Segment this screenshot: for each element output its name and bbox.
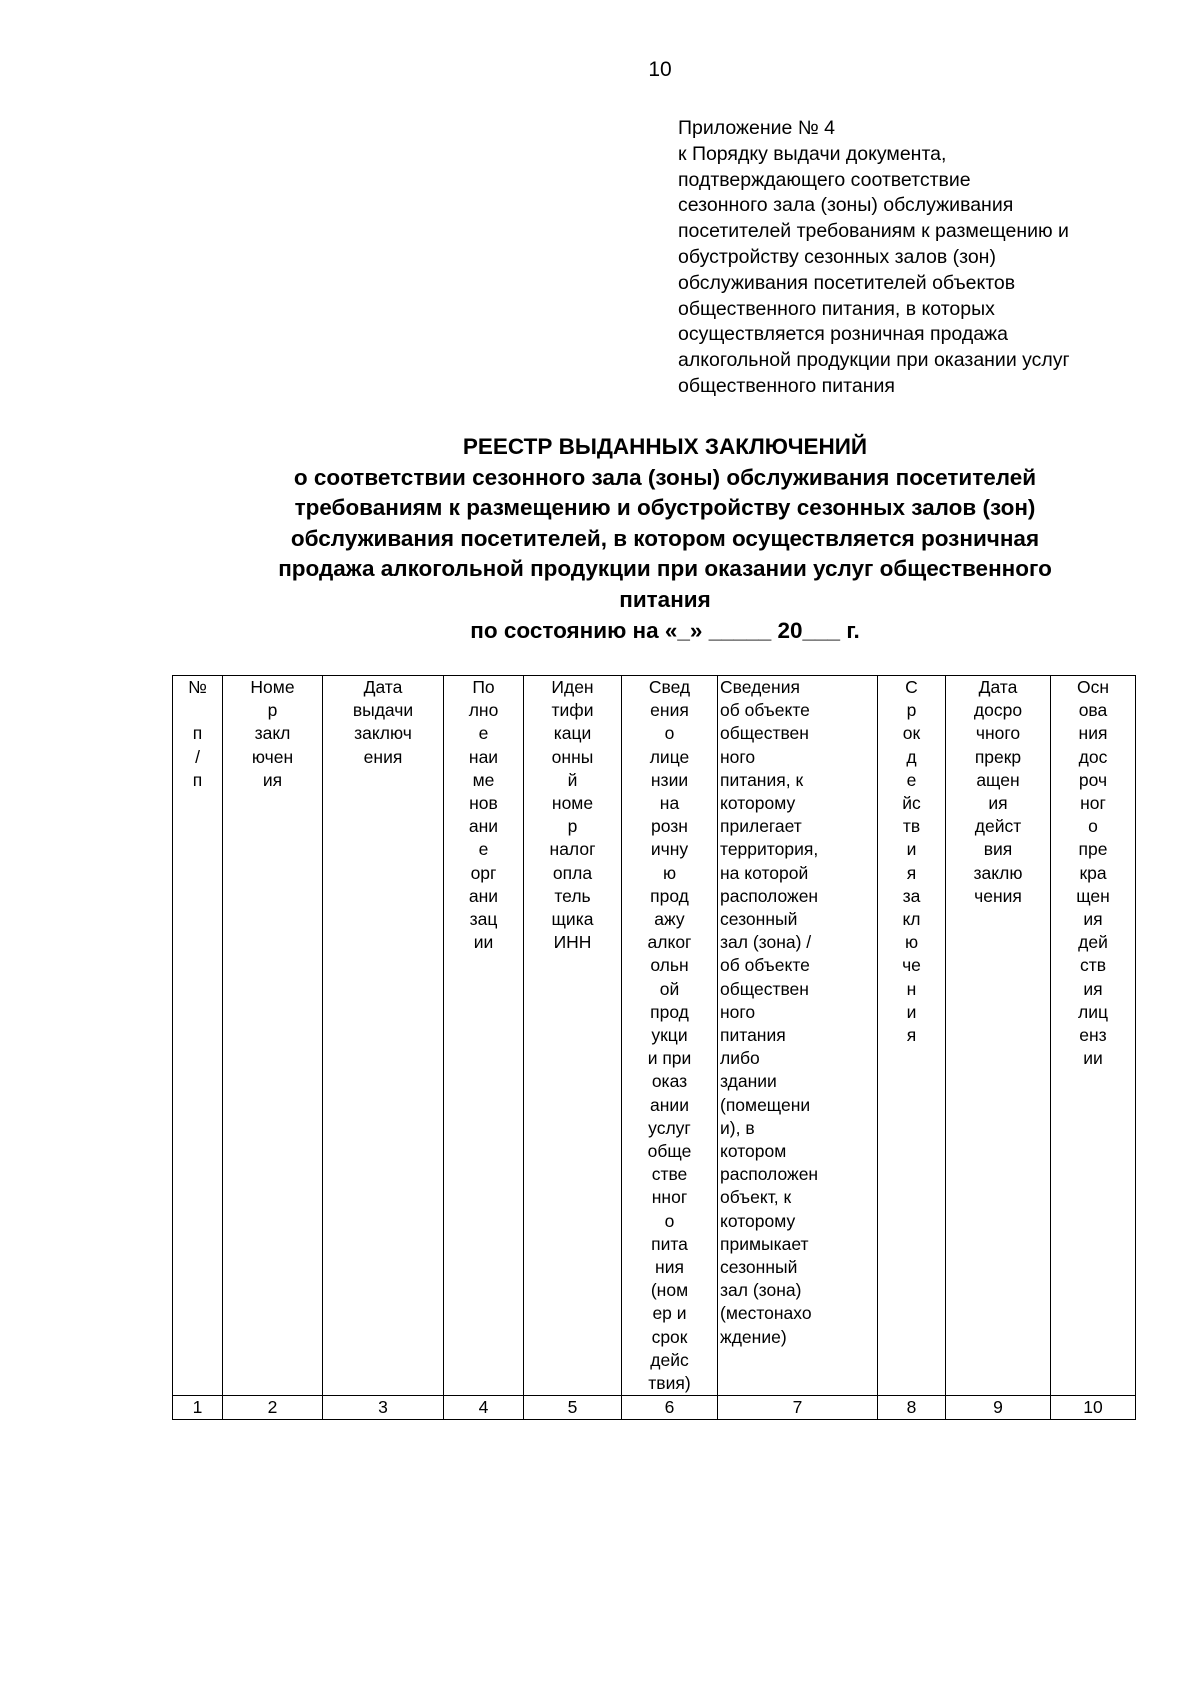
header-text-line: йс — [902, 793, 921, 814]
column-number-3: 3 — [323, 1396, 444, 1420]
appendix-line: обустройству сезонных залов (зон) — [678, 245, 996, 268]
header-text-line: расположен — [720, 885, 819, 906]
header-text-line: и — [906, 1001, 917, 1022]
header-text-line: ани — [468, 816, 499, 837]
header-text-line: о — [664, 1210, 675, 1231]
appendix-line: алкогольной продукции при оказании услуг — [678, 349, 1070, 372]
header-text-line: ия — [1083, 909, 1103, 930]
header-text-line: лице — [649, 746, 690, 767]
header-text-line: орг — [470, 862, 497, 883]
column-number-7: 7 — [718, 1396, 878, 1420]
header-text-line: ой — [659, 978, 680, 999]
header-text-line: й — [567, 769, 578, 790]
header-text-line: № — [188, 677, 207, 697]
column-number-10: 10 — [1051, 1396, 1136, 1420]
header-text-line: территория, — [720, 839, 819, 860]
header-text-line: расположен — [720, 1164, 819, 1185]
header-text-line: По — [472, 677, 495, 697]
header-text-line: укци — [651, 1025, 688, 1046]
header-text-line: на — [659, 793, 680, 814]
column-header-6 — [622, 676, 718, 1396]
header-text-line: закл — [254, 723, 291, 744]
header-text-line: тель — [554, 885, 591, 906]
column-number-9: 9 — [946, 1396, 1051, 1420]
header-text-line: ю — [904, 932, 919, 953]
header-text-line: Осн — [1076, 677, 1110, 697]
header-text-line: ючен — [251, 746, 294, 767]
header-text-line: нног — [651, 1187, 688, 1208]
header-text-line: номе — [551, 793, 594, 814]
header-text-line: енз — [1079, 1025, 1107, 1046]
title-line: требованиям к размещению и обустройству сезонных залов (зон) — [294, 495, 1036, 521]
column-number-8: 8 — [878, 1396, 946, 1420]
header-text-line: щика — [551, 909, 594, 930]
appendix-line: посетителей требованиям к размещению и — [678, 220, 1069, 243]
header-text-line: ия — [1083, 978, 1103, 999]
appendix-line: обслуживания посетителей объектов — [678, 271, 1016, 294]
column-header-5 — [524, 676, 622, 1396]
header-text-line: и), в — [720, 1117, 755, 1138]
header-text-line: примыкает — [720, 1233, 809, 1254]
appendix-line: Приложение № 4 — [678, 117, 835, 139]
header-text-line: вия — [983, 839, 1013, 860]
header-text-line: онны — [551, 746, 594, 767]
header-text-line: роч — [1078, 769, 1108, 790]
header-text-line: ждение) — [720, 1326, 787, 1347]
header-text-line: е — [478, 723, 489, 744]
appendix-note — [678, 116, 1158, 400]
header-text-line: / — [195, 746, 200, 767]
header-text-line: которому — [720, 1210, 796, 1231]
header-text-line: С — [905, 677, 918, 697]
header-text-line: нзии — [650, 769, 689, 790]
header-text-line: (ном — [650, 1280, 689, 1301]
header-text-line — [175, 699, 220, 722]
header-text-line: ИНН — [553, 932, 592, 953]
header-text-line: розн — [651, 816, 688, 837]
header-text-line: (местонахо — [720, 1303, 812, 1324]
header-text-line: ю — [662, 862, 677, 883]
header-text-line: н — [906, 978, 917, 999]
header-text-line: пита — [651, 1233, 688, 1254]
header-text-line: прод — [650, 885, 689, 906]
header-text-line: пре — [1078, 839, 1108, 860]
registry-table — [172, 675, 1136, 1420]
header-text-line: п — [192, 723, 203, 744]
header-text-line: ии — [473, 932, 494, 953]
column-number-4: 4 — [444, 1396, 524, 1420]
header-text-line: е — [906, 769, 917, 790]
header-text-line: р — [567, 816, 578, 837]
header-text-line: алког — [647, 932, 692, 953]
header-text-line: р — [267, 700, 278, 721]
column-header-10 — [1051, 676, 1136, 1396]
header-text-line: ств — [1079, 955, 1107, 976]
title-line: о соответствии сезонного зала (зоны) обслуживания посетителей — [293, 464, 1037, 490]
header-text-line: за — [902, 885, 921, 906]
header-text-line: чения — [974, 885, 1022, 906]
table-header-row — [173, 676, 1136, 1396]
header-text-line: которому — [720, 793, 796, 814]
appendix-line: осуществляется розничная продажа — [678, 323, 1008, 346]
header-text-line: выдачи — [352, 700, 414, 721]
header-text-line: питания, к — [720, 769, 804, 790]
header-text-line: обществен — [720, 978, 809, 999]
column-number-5: 5 — [524, 1396, 622, 1420]
column-number-row — [173, 1396, 1136, 1420]
header-text-line: досро — [973, 700, 1023, 721]
header-text-line: ния — [1078, 723, 1108, 744]
column-header-4 — [444, 676, 524, 1396]
column-header-3 — [323, 676, 444, 1396]
header-text-line: прекр — [974, 746, 1022, 767]
header-text-line: зал (зона) — [720, 1280, 802, 1301]
header-text-line: ния — [655, 1257, 684, 1278]
header-text-line: опла — [552, 862, 593, 883]
header-text-line: дейст — [974, 816, 1022, 837]
header-text-line: ани — [468, 885, 499, 906]
header-text-line: либо — [720, 1048, 760, 1069]
header-text-line: стве — [651, 1164, 688, 1185]
header-text-line: об объекте — [720, 955, 810, 976]
header-text-line: че — [902, 955, 921, 976]
header-text-line: каци — [553, 723, 592, 744]
header-text-line: я — [906, 862, 917, 883]
document-title — [170, 432, 1160, 646]
header-text-line: дос — [1078, 746, 1108, 767]
header-text-line: нов — [469, 793, 498, 814]
header-text-line: ажу — [654, 909, 685, 930]
header-text-line: об объекте — [720, 700, 810, 721]
header-text-line: ок — [902, 723, 921, 744]
title-line: питания — [619, 586, 711, 612]
column-number-1: 1 — [173, 1396, 223, 1420]
header-text-line: заключ — [354, 723, 412, 744]
header-text-line: Дата — [363, 677, 403, 697]
header-text-line: оказ — [651, 1071, 688, 1092]
appendix-line: к Порядку выдачи документа, — [678, 142, 947, 165]
title-line: обслуживания посетителей, в котором осуществляется розничная — [290, 525, 1040, 551]
title-line: по состоянию на «_» _____ 20___ г. — [470, 617, 860, 643]
header-text-line: п — [192, 769, 203, 790]
header-text-line: о — [664, 723, 675, 744]
title-line: РЕЕСТР ВЫДАННЫХ ЗАКЛЮЧЕНИЙ — [462, 434, 868, 459]
header-text-line: р — [906, 700, 917, 721]
header-text-line: ения — [363, 746, 403, 767]
column-header-9 — [946, 676, 1051, 1396]
header-text-line: ании — [650, 1094, 689, 1115]
column-header-8 — [878, 676, 946, 1396]
header-text-line: дей — [1078, 932, 1108, 953]
header-text-line: ии — [1083, 1048, 1103, 1069]
header-text-line: ного — [720, 1001, 756, 1022]
header-text-line: питания — [720, 1025, 786, 1046]
header-text-line: объект, к — [720, 1187, 792, 1208]
header-text-line: котором — [720, 1141, 787, 1162]
header-text-line: Иден — [551, 677, 594, 697]
header-text-line: е — [478, 839, 489, 860]
header-text-line: на которой — [720, 862, 809, 883]
header-text-line: лно — [468, 700, 499, 721]
header-text-line: щен — [1076, 885, 1110, 906]
header-text-line: ме — [472, 769, 495, 790]
header-text-line: прод — [650, 1001, 689, 1022]
appendix-line: сезонного зала (зоны) обслуживания — [678, 194, 1014, 217]
header-text-line: кл — [902, 909, 921, 930]
header-text-line: срок — [651, 1326, 688, 1347]
header-text-line: обще — [647, 1141, 692, 1162]
column-number-6: 6 — [622, 1396, 718, 1420]
column-header-2 — [223, 676, 323, 1396]
header-text-line: Сведения — [720, 677, 800, 697]
header-text-line: лиц — [1077, 1001, 1108, 1022]
header-text-line: о — [1088, 816, 1098, 837]
column-header-7 — [718, 676, 878, 1396]
header-text-line: ольн — [650, 955, 689, 976]
header-text-line: зал (зона) / — [720, 932, 812, 953]
appendix-line: общественного питания, в которых — [678, 297, 995, 320]
header-text-line: ного — [720, 746, 756, 767]
header-text-line: и — [906, 839, 917, 860]
header-text-line: ащен — [976, 769, 1020, 790]
header-text-line: сезонный — [720, 909, 798, 930]
header-text-line: налог — [549, 839, 596, 860]
header-text-line: ия — [988, 793, 1008, 814]
title-line: продажа алкогольной продукции при оказании услуг общественного — [278, 556, 1052, 582]
header-text-line: здании — [720, 1071, 777, 1092]
header-text-line: твия) — [648, 1373, 691, 1394]
header-text-line: (помещени — [720, 1094, 811, 1115]
header-text-line: тв — [902, 816, 921, 837]
page-number: 10 — [648, 58, 672, 81]
appendix-line: подтверждающего соответствие — [678, 168, 971, 191]
header-text-line: ер и — [652, 1303, 687, 1324]
header-text-line: Дата — [978, 677, 1018, 697]
column-number-2: 2 — [223, 1396, 323, 1420]
header-text-line: ног — [1080, 793, 1106, 814]
header-text-line: ова — [1078, 700, 1108, 721]
header-text-line: и при — [647, 1048, 692, 1069]
header-text-line: дейс — [650, 1349, 689, 1370]
column-header-1 — [173, 676, 223, 1396]
header-text-line: тифи — [551, 700, 594, 721]
header-text-line: прилегает — [720, 816, 802, 837]
header-text-line: кра — [1079, 862, 1107, 883]
appendix-line: общественного питания — [678, 374, 895, 397]
header-text-line: я — [906, 1025, 917, 1046]
header-text-line: сезонный — [720, 1257, 798, 1278]
header-text-line: зац — [469, 909, 498, 930]
header-text-line: ия — [262, 769, 283, 790]
header-text-line: д — [906, 746, 917, 767]
header-text-line: Номе — [250, 677, 295, 697]
header-text-line: заклю — [973, 862, 1023, 883]
header-text-line: Свед — [648, 677, 691, 697]
header-text-line: ичну — [650, 839, 689, 860]
header-text-line: чного — [975, 723, 1021, 744]
header-text-line: услуг — [648, 1117, 691, 1138]
header-text-line: обществен — [720, 723, 809, 744]
header-text-line: ения — [650, 700, 689, 721]
header-text-line: наи — [468, 746, 499, 767]
